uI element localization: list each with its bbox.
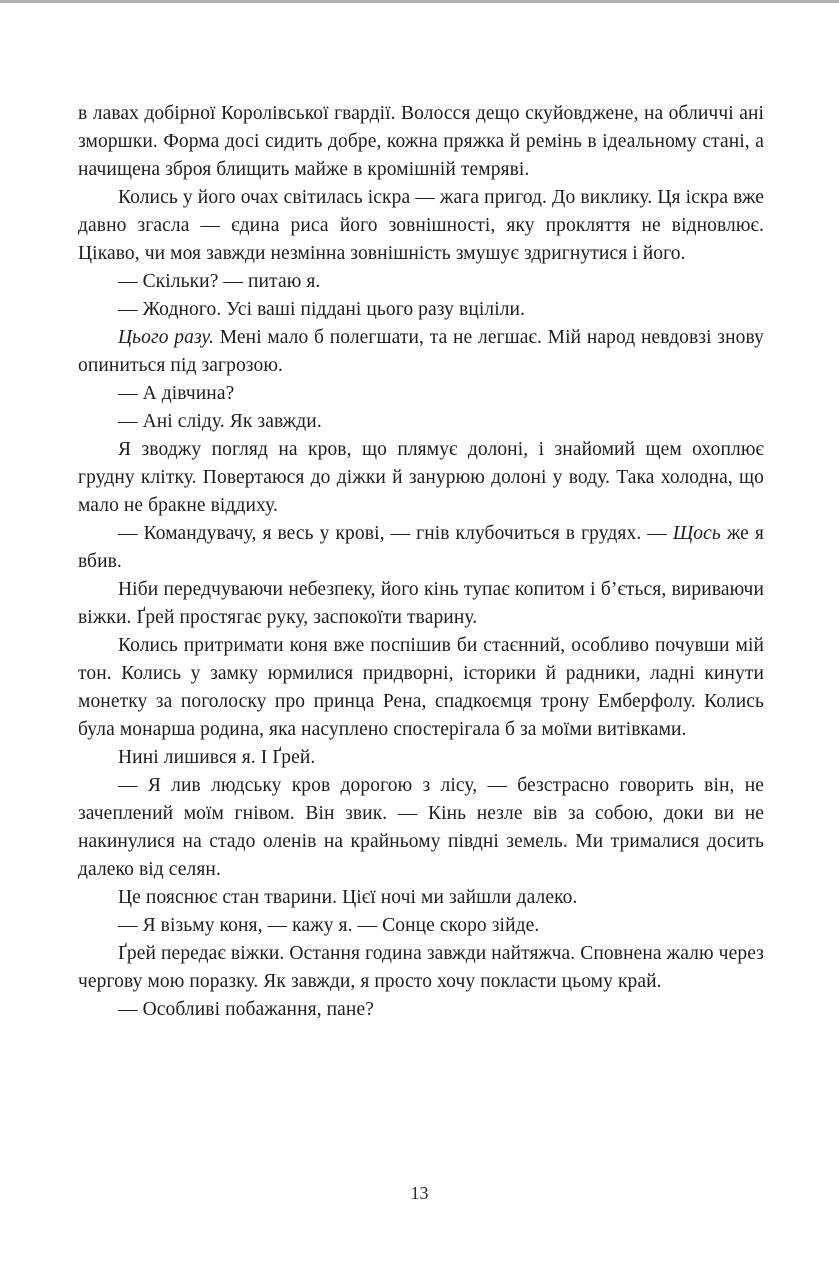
text-segment: же я вбив. (78, 523, 764, 572)
text-segment: Ґрей передає віжки. Остання година завжди найтяжча. Сповнена жалю через чергову мою поразку. Як завжди, я просто хочу покласти цьому край. (78, 943, 764, 992)
paragraph (78, 324, 764, 380)
text-segment: Мені мало б полегшати, та не легшає. Мій народ невдовзі знову опиниться під загрозою. (78, 327, 764, 376)
paragraph (78, 912, 764, 940)
text-segment: Колись притримати коня вже поспішив би стаєнний, особливо почувши мій тон. Колись у замку юрмилися придворні, історики й радники, ладні кинути монетку за поголоску про принца Рена, спадкоємця трону Емберфолу. Колись була монарша родина, яка насуплено спостерігала б за моїми витівками. (78, 635, 764, 740)
text-segment: Цього разу. (118, 327, 215, 348)
paragraph (78, 268, 764, 296)
paragraph (78, 408, 764, 436)
paragraph (78, 100, 764, 184)
text-segment: — Ані сліду. Як завжди. (118, 411, 322, 432)
text-segment: Я зводжу погляд на кров, що плямує долоні, і знайомий щем охоплює грудну клітку. Повертаюся до діжки й занурюю долоні у воду. Така холодна, що мало не бракне віддиху. (78, 439, 764, 516)
text-segment: Нині лишився я. І Ґрей. (118, 747, 316, 768)
paragraph (78, 940, 764, 996)
paragraph (78, 996, 764, 1024)
text-segment: — Я лив людську кров дорогою з лісу, — безстрасно говорить він, не зачеплений моїм гнівом. Він звик. — Кінь незле вів за собою, доки ви не накинулися на стадо оленів на крайньому півдні земель. Ми трималися досить далеко від селян. (78, 775, 764, 880)
text-segment: Ніби передчуваючи небезпеку, його кінь тупає копитом і б’ється, вириваючи віжки. Ґрей простягає руку, заспокоїти тварину. (78, 579, 764, 628)
paragraph (78, 520, 764, 576)
text-segment: Колись у його очах світилась іскра — жага пригод. До виклику. Ця іскра вже давно згасла — єдина риса його зовнішності, яку прокляття не відновлює. Цікаво, чи моя завжди незмінна зовнішність змушує здригнутися і його. (78, 187, 764, 264)
text-segment: — Жодного. Усі ваші піддані цього разу вціліли. (118, 299, 526, 320)
text-segment: — Особливі побажання, пане? (118, 999, 374, 1020)
text-segment: Щось (672, 523, 721, 544)
paragraph (78, 576, 764, 632)
paragraph (78, 744, 764, 772)
paragraph (78, 884, 764, 912)
scan-edge-line (0, 0, 839, 3)
paragraph (78, 772, 764, 884)
text-segment: в лавах добірної Королівської гвардії. Волосся дещо скуйовджене, на обличчі ані зморшки. Форма досі сидить добре, кожна пряжка й ремінь в ідеальному стані, а начищена зброя блищить майже в кромішній темряві. (78, 103, 764, 180)
paragraph (78, 380, 764, 408)
text-segment: — Скільки? — питаю я. (118, 271, 321, 292)
text-segment: — А дівчина? (118, 383, 235, 404)
paragraph (78, 632, 764, 744)
paragraph (78, 184, 764, 268)
paragraph (78, 436, 764, 520)
text-segment: — Командувачу, я весь у крові, — гнів клубочиться в грудях. — (118, 523, 673, 544)
text-segment: Це пояснює стан тварини. Цієї ночі ми зайшли далеко. (118, 887, 578, 908)
text-block (78, 100, 764, 1024)
paragraph (78, 296, 764, 324)
text-segment: — Я візьму коня, — кажу я. — Сонце скоро зійде. (118, 915, 540, 936)
page-number: 13 (410, 1183, 429, 1203)
